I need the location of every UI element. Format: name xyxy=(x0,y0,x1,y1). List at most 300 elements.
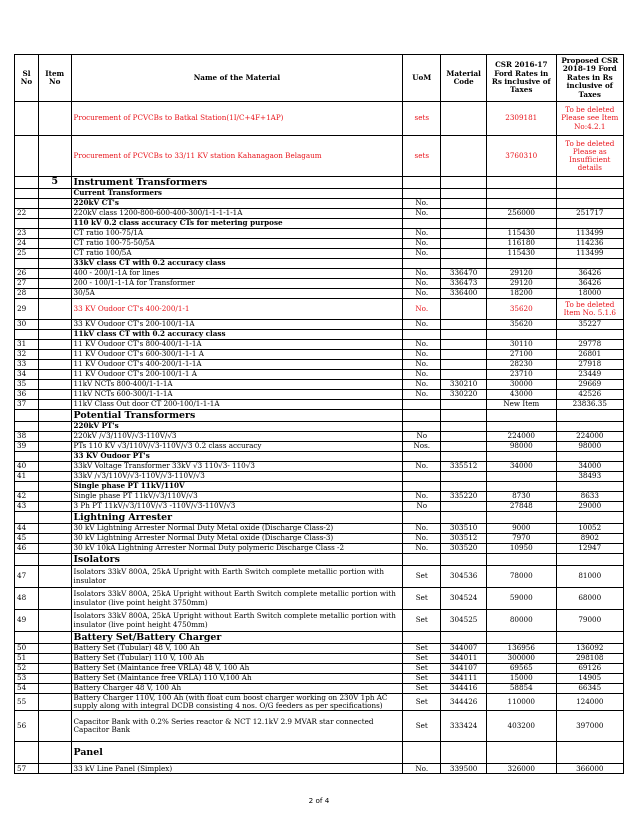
cell-material-name: Procurement of PCVCBs to 33/11 KV station Kahanagaon Belagaum xyxy=(71,136,403,177)
cell-item-no xyxy=(38,102,71,136)
cell-item-no xyxy=(38,249,71,259)
cell-sl-no: 52 xyxy=(15,664,39,674)
cell-item-no xyxy=(38,534,71,544)
cell-item-no xyxy=(38,432,71,442)
cell-material-code xyxy=(441,249,487,259)
cell-material-code xyxy=(441,189,487,199)
cell-item-no xyxy=(38,472,71,482)
cell-csr-rate: 3760310 xyxy=(486,136,556,177)
cell-material-name: 33kV /√3/110V/√3-110V/√3-110V/√3 xyxy=(71,472,403,482)
table-row xyxy=(15,684,624,694)
cell-csr-rate xyxy=(486,742,556,764)
cell-sl-no: 27 xyxy=(15,279,39,289)
cell-proposed-rate: 29000 xyxy=(556,502,623,512)
table-row xyxy=(15,654,624,664)
cell-sl-no: 45 xyxy=(15,534,39,544)
cell-csr-rate: 2309181 xyxy=(486,102,556,136)
cell-item-no xyxy=(38,684,71,694)
cell-item-no xyxy=(38,764,71,774)
cell-proposed-rate: 397000 xyxy=(556,711,623,742)
cell-csr-rate: 115430 xyxy=(486,229,556,239)
cell-material-name: 11kV Class Out door CT 200-100/1-1-1A xyxy=(71,400,403,410)
cell-uom: sets xyxy=(403,136,441,177)
cell-uom: Set xyxy=(403,664,441,674)
cell-sl-no: 28 xyxy=(15,289,39,299)
cell-uom: No. xyxy=(403,340,441,350)
cell-material-name: Instrument Transformers xyxy=(71,177,403,189)
cell-item-no xyxy=(38,566,71,588)
cell-sl-no xyxy=(15,259,39,269)
cell-material-code: 344416 xyxy=(441,684,487,694)
table-row xyxy=(15,694,624,711)
cell-sl-no: 33 xyxy=(15,360,39,370)
table-row xyxy=(15,472,624,482)
cell-proposed-rate: 29778 xyxy=(556,340,623,350)
cell-item-no xyxy=(38,544,71,554)
section-header-row xyxy=(15,512,624,524)
cell-proposed-rate: 124000 xyxy=(556,694,623,711)
cell-csr-rate: 27100 xyxy=(486,350,556,360)
subsection-row xyxy=(15,219,624,229)
cell-material-name: 33 KV Oudoor CT's 400-200/1-1 xyxy=(71,299,403,320)
cell-material-name: Isolators 33kV 800A, 25kA Upright without Earth Switch complete metallic portion with insulator (live point height 4750mm) xyxy=(71,610,403,632)
rate-table-container xyxy=(14,54,624,774)
cell-material-code xyxy=(441,209,487,219)
cell-material-code xyxy=(441,350,487,360)
cell-csr-rate xyxy=(486,632,556,644)
cell-sl-no: 34 xyxy=(15,370,39,380)
cell-uom: sets xyxy=(403,102,441,136)
cell-sl-no xyxy=(15,512,39,524)
rate-table xyxy=(14,54,624,774)
cell-uom: No. xyxy=(403,209,441,219)
cell-proposed-rate xyxy=(556,632,623,644)
cell-material-name: 30 kV Lightning Arrester Normal Duty Metal oxide (Discharge Class-3) xyxy=(71,534,403,544)
section-header-row xyxy=(15,554,624,566)
cell-proposed-rate: To be deleted Please see Item No:4.2.1 xyxy=(556,102,623,136)
cell-proposed-rate: 23449 xyxy=(556,370,623,380)
cell-sl-no: 40 xyxy=(15,462,39,472)
cell-item-no xyxy=(38,610,71,632)
cell-uom xyxy=(403,452,441,462)
cell-proposed-rate xyxy=(556,330,623,340)
cell-sl-no xyxy=(15,189,39,199)
cell-item-no xyxy=(38,711,71,742)
cell-uom: No xyxy=(403,432,441,442)
table-row xyxy=(15,674,624,684)
cell-material-name: 11 KV Oudoor CT's 200-100/1-1 A xyxy=(71,370,403,380)
cell-material-name: Battery Set (Tubular) 110 V, 100 Ah xyxy=(71,654,403,664)
cell-material-name: Lightning Arrester xyxy=(71,512,403,524)
cell-csr-rate: 27848 xyxy=(486,502,556,512)
cell-proposed-rate: 66345 xyxy=(556,684,623,694)
cell-csr-rate: 115430 xyxy=(486,249,556,259)
cell-proposed-rate: 12947 xyxy=(556,544,623,554)
table-row xyxy=(15,764,624,774)
cell-material-code xyxy=(441,512,487,524)
cell-item-no xyxy=(38,289,71,299)
cell-item-no xyxy=(38,390,71,400)
cell-material-code xyxy=(441,219,487,229)
cell-material-name: Battery Set (Tubular) 48 V, 100 Ah xyxy=(71,644,403,654)
cell-proposed-rate xyxy=(556,219,623,229)
cell-csr-rate xyxy=(486,219,556,229)
cell-item-no xyxy=(38,742,71,764)
cell-material-code: 304536 xyxy=(441,566,487,588)
cell-uom: No. xyxy=(403,524,441,534)
cell-uom: No. xyxy=(403,239,441,249)
cell-proposed-rate: 8633 xyxy=(556,492,623,502)
table-row xyxy=(15,400,624,410)
cell-csr-rate: 7970 xyxy=(486,534,556,544)
section-header-row xyxy=(15,742,624,764)
cell-csr-rate: 98000 xyxy=(486,442,556,452)
cell-item-no xyxy=(38,410,71,422)
cell-uom: No. xyxy=(403,350,441,360)
cell-proposed-rate xyxy=(556,554,623,566)
table-row xyxy=(15,340,624,350)
cell-sl-no: 25 xyxy=(15,249,39,259)
cell-material-code xyxy=(441,422,487,432)
cell-uom xyxy=(403,554,441,566)
cell-sl-no xyxy=(15,219,39,229)
cell-csr-rate xyxy=(486,422,556,432)
cell-uom xyxy=(403,219,441,229)
cell-proposed-rate: 23836.35 xyxy=(556,400,623,410)
table-row xyxy=(15,289,624,299)
cell-sl-no: 35 xyxy=(15,380,39,390)
cell-uom: No. xyxy=(403,390,441,400)
cell-material-code: 339500 xyxy=(441,764,487,774)
cell-material-code xyxy=(441,632,487,644)
cell-proposed-rate xyxy=(556,512,623,524)
cell-material-name: Single phase PT 11kV/110V xyxy=(71,482,403,492)
cell-uom: No. xyxy=(403,764,441,774)
cell-sl-no: 36 xyxy=(15,390,39,400)
cell-material-code: 330210 xyxy=(441,380,487,390)
cell-sl-no xyxy=(15,632,39,644)
cell-material-code xyxy=(441,239,487,249)
cell-uom: No. xyxy=(403,380,441,390)
cell-uom: Set xyxy=(403,644,441,654)
table-row xyxy=(15,360,624,370)
cell-material-name: 11 KV Oudoor CT's 600-300/1-1-1 A xyxy=(71,350,403,360)
cell-uom xyxy=(403,632,441,644)
cell-material-code xyxy=(441,229,487,239)
cell-material-code xyxy=(441,472,487,482)
subsection-row xyxy=(15,330,624,340)
cell-sl-no: 50 xyxy=(15,644,39,654)
cell-material-name: Isolators 33kV 800A, 25kA Upright without Earth Switch complete metallic portion with insulator (live point height 3750mm) xyxy=(71,588,403,610)
cell-csr-rate xyxy=(486,482,556,492)
cell-sl-no xyxy=(15,452,39,462)
cell-csr-rate xyxy=(486,189,556,199)
cell-proposed-rate: 35227 xyxy=(556,320,623,330)
cell-material-name: Single phase PT 11kV/√3/110V/√3 xyxy=(71,492,403,502)
page-number: 2 of 4 xyxy=(308,796,330,805)
cell-material-code: 304524 xyxy=(441,588,487,610)
cell-material-code: 335220 xyxy=(441,492,487,502)
cell-material-code: 336470 xyxy=(441,269,487,279)
cell-material-code: 333424 xyxy=(441,711,487,742)
cell-csr-rate: 256000 xyxy=(486,209,556,219)
cell-material-code xyxy=(441,299,487,320)
cell-material-name: Battery Charger 110V, 100 Ah (with float cum boost charger working on 230V 1ph AC supply along with integral DCDB consisting 4 nos. O/G feeders as per specifications) xyxy=(71,694,403,711)
cell-uom xyxy=(403,259,441,269)
cell-proposed-rate: 224000 xyxy=(556,432,623,442)
cell-csr-rate xyxy=(486,452,556,462)
cell-sl-no: 44 xyxy=(15,524,39,534)
section-header-row xyxy=(15,177,624,189)
subsection-row xyxy=(15,259,624,269)
header-material-code: Material Code xyxy=(441,55,487,102)
cell-uom: Set xyxy=(403,711,441,742)
cell-sl-no xyxy=(15,742,39,764)
cell-csr-rate: 15000 xyxy=(486,674,556,684)
cell-material-code xyxy=(441,199,487,209)
cell-material-name: Battery Set/Battery Charger xyxy=(71,632,403,644)
cell-sl-no xyxy=(15,136,39,177)
cell-material-name: 220kV class 1200-800-600-400-300/1-1-1-1-1A xyxy=(71,209,403,219)
cell-sl-no: 31 xyxy=(15,340,39,350)
table-row xyxy=(15,380,624,390)
cell-uom: No. xyxy=(403,279,441,289)
cell-proposed-rate xyxy=(556,410,623,422)
section-header-row xyxy=(15,632,624,644)
cell-csr-rate xyxy=(486,199,556,209)
cell-material-code xyxy=(441,410,487,422)
cell-material-name: 33 KV Oudoor PT's xyxy=(71,452,403,462)
table-row xyxy=(15,492,624,502)
cell-proposed-rate xyxy=(556,482,623,492)
subsection-row xyxy=(15,482,624,492)
cell-material-name: Battery Set (Maintance free VRLA) 110 V,100 Ah xyxy=(71,674,403,684)
table-row xyxy=(15,249,624,259)
table-row xyxy=(15,664,624,674)
cell-material-name: 11kV NCTs 600-300/1-1-1A xyxy=(71,390,403,400)
cell-material-name: Battery Charger 48 V, 100 Ah xyxy=(71,684,403,694)
cell-csr-rate: 10950 xyxy=(486,544,556,554)
cell-item-no xyxy=(38,400,71,410)
cell-material-code xyxy=(441,502,487,512)
cell-proposed-rate: 29669 xyxy=(556,380,623,390)
cell-material-name: 33kV class CT with 0.2 accuracy class xyxy=(71,259,403,269)
cell-sl-no: 47 xyxy=(15,566,39,588)
cell-sl-no: 30 xyxy=(15,320,39,330)
header-uom: UoM xyxy=(403,55,441,102)
cell-material-code: 344426 xyxy=(441,694,487,711)
cell-proposed-rate: 69126 xyxy=(556,664,623,674)
cell-item-no xyxy=(38,370,71,380)
cell-material-name: CT ratio 100/5A xyxy=(71,249,403,259)
cell-csr-rate: 110000 xyxy=(486,694,556,711)
cell-csr-rate: 80000 xyxy=(486,610,556,632)
cell-item-no xyxy=(38,299,71,320)
cell-uom xyxy=(403,330,441,340)
table-row xyxy=(15,432,624,442)
cell-sl-no: 46 xyxy=(15,544,39,554)
cell-proposed-rate: 10052 xyxy=(556,524,623,534)
table-row xyxy=(15,566,624,588)
table-header-row xyxy=(15,55,624,102)
cell-sl-no: 26 xyxy=(15,269,39,279)
cell-sl-no xyxy=(15,410,39,422)
cell-proposed-rate: 34000 xyxy=(556,462,623,472)
cell-sl-no: 57 xyxy=(15,764,39,774)
cell-material-name: Potential Transformers xyxy=(71,410,403,422)
cell-sl-no: 24 xyxy=(15,239,39,249)
cell-sl-no: 43 xyxy=(15,502,39,512)
cell-item-no xyxy=(38,229,71,239)
cell-proposed-rate: To be deleted Please as Insufficient details xyxy=(556,136,623,177)
cell-item-no xyxy=(38,588,71,610)
table-row xyxy=(15,269,624,279)
cell-item-no xyxy=(38,694,71,711)
cell-material-code xyxy=(441,370,487,380)
cell-item-no xyxy=(38,259,71,269)
cell-material-code xyxy=(441,136,487,177)
cell-material-code: 304525 xyxy=(441,610,487,632)
cell-csr-rate xyxy=(486,330,556,340)
cell-material-name: Battery Set (Maintance free VRLA) 48 V, 100 Ah xyxy=(71,664,403,674)
cell-material-name: Procurement of PCVCBs to Batkal Station(1I/C+4F+1AP) xyxy=(71,102,403,136)
cell-uom xyxy=(403,400,441,410)
cell-material-code: 344111 xyxy=(441,674,487,684)
cell-sl-no: 29 xyxy=(15,299,39,320)
cell-item-no xyxy=(38,512,71,524)
cell-sl-no: 53 xyxy=(15,674,39,684)
cell-item-no xyxy=(38,219,71,229)
cell-material-code xyxy=(441,360,487,370)
cell-sl-no: 42 xyxy=(15,492,39,502)
table-row xyxy=(15,544,624,554)
table-row xyxy=(15,299,624,320)
section-header-row xyxy=(15,410,624,422)
cell-csr-rate: 224000 xyxy=(486,432,556,442)
cell-uom: Nos. xyxy=(403,442,441,452)
cell-material-code xyxy=(441,259,487,269)
cell-sl-no xyxy=(15,102,39,136)
cell-proposed-rate xyxy=(556,452,623,462)
header-proposed-csr-2018-19: Proposed CSR 2018-19 Ford Rates in Rs inclusive of Taxes xyxy=(556,55,623,102)
cell-uom: No. xyxy=(403,492,441,502)
cell-csr-rate xyxy=(486,512,556,524)
cell-proposed-rate: 79000 xyxy=(556,610,623,632)
table-row xyxy=(15,524,624,534)
cell-material-name: 220kV /√3/110V/√3-110V/√3 xyxy=(71,432,403,442)
cell-material-name: 33kV Voltage Transformer 33kV √3 110√3- 110√3 xyxy=(71,462,403,472)
cell-material-name: Current Transformers xyxy=(71,189,403,199)
cell-material-name: CT ratio 100-75/1A xyxy=(71,229,403,239)
table-row xyxy=(15,610,624,632)
cell-material-code: 344007 xyxy=(441,644,487,654)
table-row xyxy=(15,370,624,380)
cell-uom: Set xyxy=(403,694,441,711)
cell-sl-no: 39 xyxy=(15,442,39,452)
cell-proposed-rate: 36426 xyxy=(556,279,623,289)
cell-material-code xyxy=(441,330,487,340)
subsection-row xyxy=(15,199,624,209)
table-row xyxy=(15,502,624,512)
cell-uom: No. xyxy=(403,360,441,370)
cell-csr-rate: 34000 xyxy=(486,462,556,472)
cell-item-no xyxy=(38,674,71,684)
table-row xyxy=(15,644,624,654)
cell-uom: No. xyxy=(403,370,441,380)
cell-material-code xyxy=(441,432,487,442)
header-item-no: Item No xyxy=(38,55,71,102)
cell-item-no xyxy=(38,136,71,177)
cell-csr-rate xyxy=(486,177,556,189)
cell-item-no xyxy=(38,422,71,432)
cell-proposed-rate xyxy=(556,177,623,189)
cell-material-name: 220kV PT's xyxy=(71,422,403,432)
cell-csr-rate: 29120 xyxy=(486,269,556,279)
subsection-row xyxy=(15,189,624,199)
cell-material-name: 30/5A xyxy=(71,289,403,299)
cell-uom: No. xyxy=(403,199,441,209)
cell-uom xyxy=(403,177,441,189)
cell-uom: No. xyxy=(403,544,441,554)
cell-uom xyxy=(403,410,441,422)
cell-material-code: 330220 xyxy=(441,390,487,400)
cell-csr-rate: 326000 xyxy=(486,764,556,774)
cell-proposed-rate: 113499 xyxy=(556,229,623,239)
cell-material-name: 11 KV Oudoor CT's 800-400/1-1-1A xyxy=(71,340,403,350)
cell-proposed-rate xyxy=(556,422,623,432)
cell-proposed-rate: 36426 xyxy=(556,269,623,279)
subsection-row xyxy=(15,452,624,462)
cell-uom xyxy=(403,422,441,432)
cell-uom: No. xyxy=(403,249,441,259)
cell-item-no xyxy=(38,462,71,472)
cell-material-name: 33 kV Line Panel (Simplex) xyxy=(71,764,403,774)
cell-material-name: 3 Ph PT 11kV/√3/110V/√3 -110V/√3-110V/√3 xyxy=(71,502,403,512)
cell-material-code: 303520 xyxy=(441,544,487,554)
cell-item-no xyxy=(38,330,71,340)
cell-material-name: 30 kV 10kA Lightning Arrester Normal Duty polymeric Discharge Class -2 xyxy=(71,544,403,554)
cell-uom xyxy=(403,189,441,199)
cell-uom: No. xyxy=(403,289,441,299)
cell-item-no xyxy=(38,664,71,674)
cell-csr-rate: 35620 xyxy=(486,299,556,320)
cell-item-no xyxy=(38,644,71,654)
cell-uom xyxy=(403,742,441,764)
cell-csr-rate: 35620 xyxy=(486,320,556,330)
cell-proposed-rate: 81000 xyxy=(556,566,623,588)
cell-proposed-rate: 68000 xyxy=(556,588,623,610)
cell-uom: No. xyxy=(403,269,441,279)
cell-uom: No. xyxy=(403,299,441,320)
header-sl-no: Sl No xyxy=(15,55,39,102)
cell-material-code: 336473 xyxy=(441,279,487,289)
cell-csr-rate xyxy=(486,410,556,422)
cell-material-code xyxy=(441,482,487,492)
cell-csr-rate: 9000 xyxy=(486,524,556,534)
cell-proposed-rate: 27918 xyxy=(556,360,623,370)
cell-uom: Set xyxy=(403,674,441,684)
cell-proposed-rate: 98000 xyxy=(556,442,623,452)
cell-proposed-rate: 114236 xyxy=(556,239,623,249)
cell-item-no xyxy=(38,350,71,360)
header-csr-2016-17: CSR 2016-17 Ford Rates in Rs inclusive of Taxes xyxy=(486,55,556,102)
cell-material-name: 11 KV Oudoor CT's 400-200/1-1-1A xyxy=(71,360,403,370)
cell-csr-rate: 29120 xyxy=(486,279,556,289)
cell-material-name: 110 kV 0.2 class accuracy CTs for metering purpose xyxy=(71,219,403,229)
cell-item-no xyxy=(38,340,71,350)
cell-sl-no: 56 xyxy=(15,711,39,742)
cell-csr-rate: 300000 xyxy=(486,654,556,664)
